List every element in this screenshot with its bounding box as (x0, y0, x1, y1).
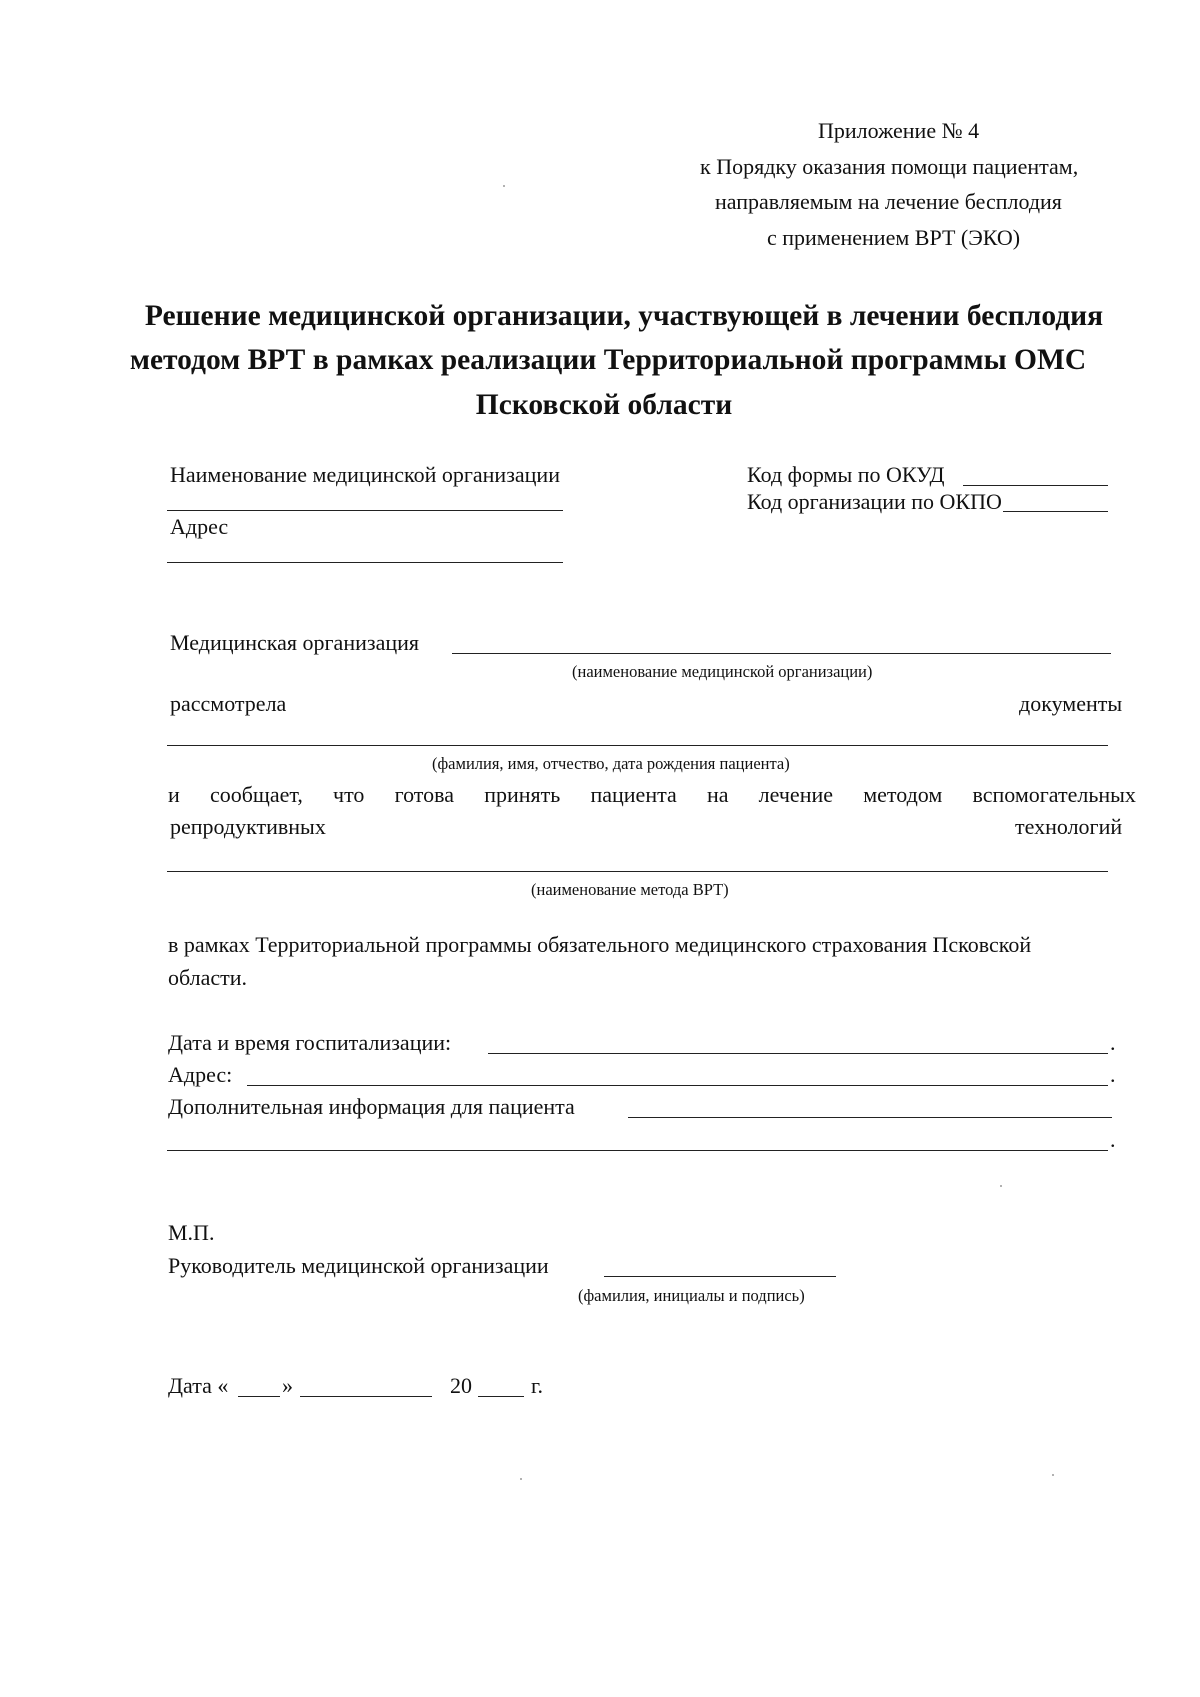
reports-word: что (333, 782, 365, 807)
reports-word: сообщает, (209, 782, 303, 807)
date-close-quote: » (282, 1373, 293, 1398)
address-field[interactable] (167, 562, 563, 563)
hospitalization-datetime-field[interactable] (488, 1053, 1108, 1054)
hospitalization-address-field[interactable] (247, 1085, 1108, 1086)
org-name-field[interactable] (167, 510, 563, 511)
reports-word: готова (394, 782, 454, 807)
okud-field[interactable] (963, 485, 1108, 486)
appendix-line-3: с применением ВРТ (ЭКО) (767, 225, 1021, 250)
extra-info-field[interactable] (628, 1117, 1112, 1118)
day-field[interactable] (238, 1396, 280, 1397)
appendix-line-2: направляемым на лечение бесплодия (715, 189, 1062, 214)
reports-word: методом (863, 782, 943, 807)
okpo-label: Код организации по ОКПО (747, 489, 1002, 514)
reports-word: вспомогательных (972, 782, 1136, 807)
head-hint: (фамилия, инициалы и подпись) (578, 1286, 805, 1305)
reports-word: принять (484, 782, 561, 807)
period: . (1110, 1127, 1116, 1152)
year-prefix: 20 (450, 1373, 472, 1398)
reports-word: и (168, 782, 180, 807)
document-title-line-2: методом ВРТ в рамках реализации Территориальной программы ОМС (129, 344, 1087, 376)
hospitalization-address-label: Адрес: (168, 1062, 233, 1087)
method-field[interactable] (167, 871, 1108, 872)
year-field[interactable] (478, 1396, 524, 1397)
month-field[interactable] (300, 1396, 432, 1397)
method-hint: (наименование метода ВРТ) (531, 880, 729, 899)
med-org-field[interactable] (452, 653, 1111, 654)
address-label: Адрес (170, 514, 229, 539)
head-label: Руководитель медицинской организации (168, 1253, 549, 1278)
org-name-label: Наименование медицинской организации (170, 462, 560, 487)
reproductive-word: репродуктивных (170, 814, 326, 839)
scan-speck (1000, 1185, 1002, 1187)
appendix-number: Приложение № 4 (818, 118, 980, 143)
extra-info-label: Дополнительная информация для пациента (168, 1094, 575, 1119)
technologies-word: технологий (1015, 814, 1123, 839)
document-title-line-1: Решение медицинской организации, участвующей в лечении бесплодия (144, 300, 1104, 332)
scan-speck (1052, 1474, 1054, 1476)
extra-info-field-continued[interactable] (167, 1150, 1108, 1151)
period: . (1110, 1062, 1116, 1087)
med-org-label: Медицинская организация (170, 630, 419, 655)
reports-word: на (706, 782, 729, 807)
program-line-2: области. (168, 965, 248, 990)
hospitalization-datetime-label: Дата и время госпитализации: (168, 1030, 452, 1055)
appendix-line-1: к Порядку оказания помощи пациентам, (700, 154, 1079, 179)
med-org-hint: (наименование медицинской организации) (572, 662, 873, 681)
head-signature-field[interactable] (604, 1276, 836, 1277)
reports-word: пациента (590, 782, 677, 807)
okpo-field[interactable] (1003, 511, 1108, 512)
documents-word: документы (1019, 691, 1123, 716)
reports-line (168, 782, 1136, 808)
date-prefix: Дата « (168, 1373, 229, 1398)
reports-word: лечение (758, 782, 834, 807)
stamp-label: М.П. (168, 1220, 215, 1245)
patient-hint: (фамилия, имя, отчество, дата рождения пациента) (432, 754, 790, 773)
period: . (1110, 1030, 1116, 1055)
year-suffix: г. (531, 1373, 544, 1398)
scan-speck (520, 1478, 522, 1480)
okud-label: Код формы по ОКУД (747, 462, 945, 487)
document-title-line-3: Псковской области (475, 389, 733, 421)
patient-field[interactable] (167, 745, 1108, 746)
reviewed-word: рассмотрела (170, 691, 287, 716)
program-line-1: в рамках Территориальной программы обязательного медицинского страхования Псковской (168, 932, 1032, 957)
scan-speck (503, 185, 505, 187)
